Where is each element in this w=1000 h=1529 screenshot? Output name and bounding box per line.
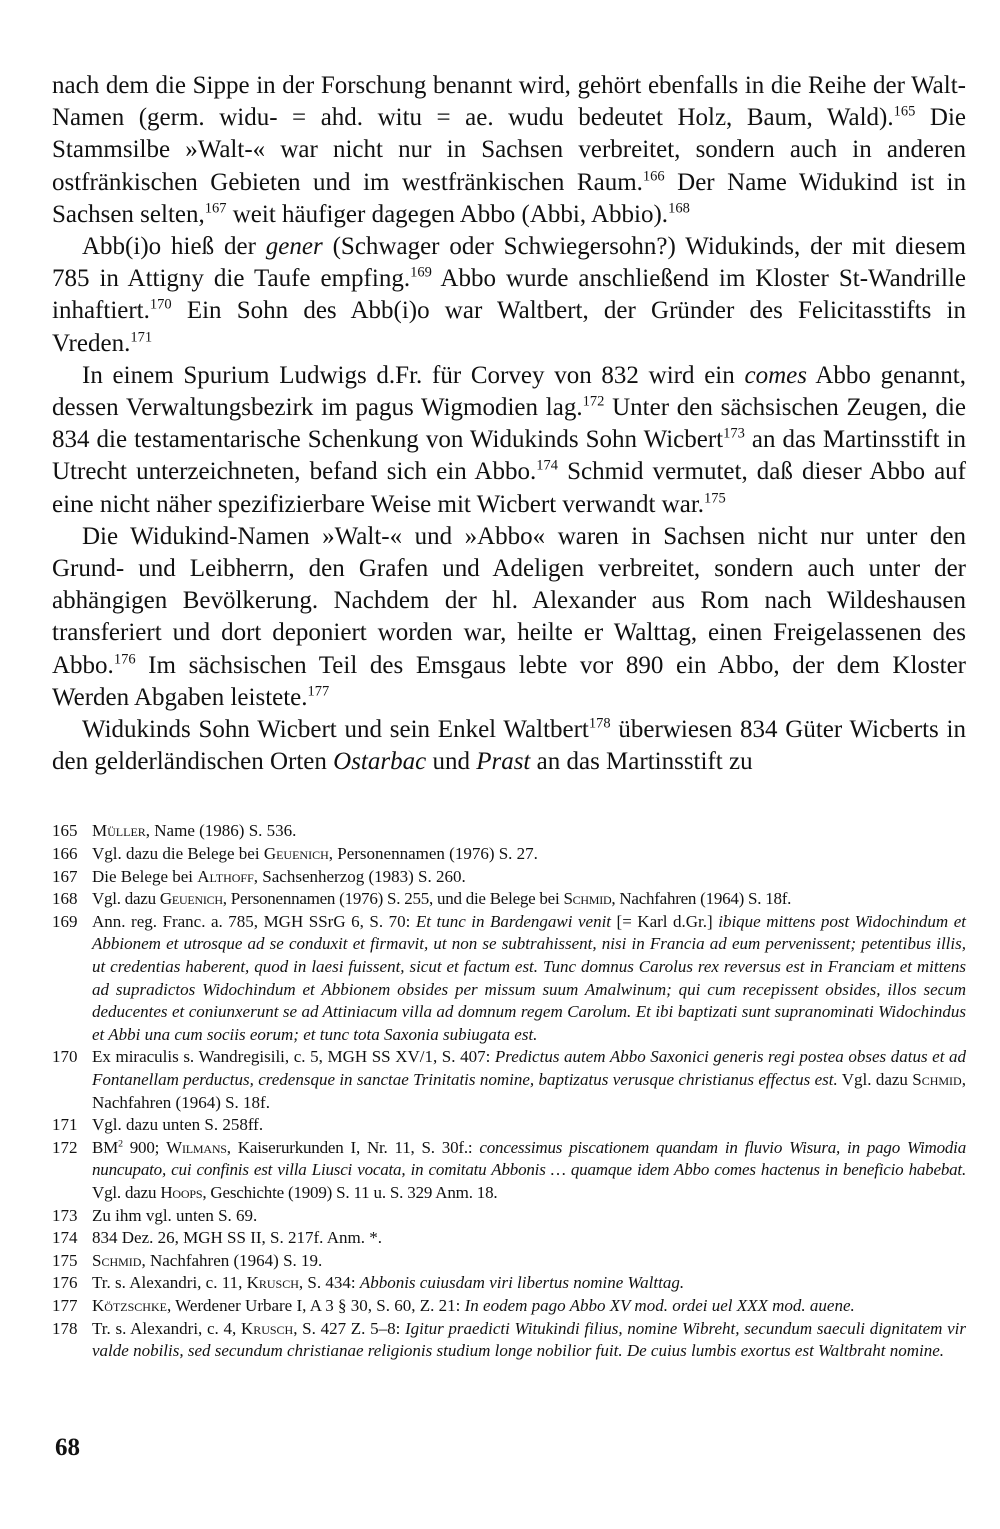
- text: Abb(i)o hieß der: [82, 233, 266, 261]
- place-name: Prast: [476, 748, 531, 776]
- author-name: Kötzschke: [92, 1295, 167, 1315]
- text: , Personennamen (1976) S. 27.: [328, 844, 538, 864]
- latin-quote: In eodem pago Abbo XV mod. ordei uel XXX mod. auene.: [464, 1295, 855, 1315]
- text: Vgl. dazu: [92, 889, 160, 909]
- paragraph-3: [52, 360, 966, 521]
- text: überwiesen 834 Güter Wicberts in den gelderländischen Orten: [52, 716, 966, 776]
- footnote-ref: 176: [113, 651, 136, 668]
- footnote-176: [52, 1272, 966, 1295]
- author-name: Wilmans: [166, 1137, 227, 1157]
- text: Widukinds Sohn Wicbert und sein Enkel Waltbert: [82, 716, 589, 744]
- text: an das Martinsstift in Utrecht unterzeichneten, befand sich ein Abbo.: [52, 426, 967, 486]
- footnote-number: 165: [52, 821, 78, 841]
- text: Ann. reg. Franc. a. 785, MGH SSrG 6, S. 70:: [92, 911, 416, 931]
- text: , Werdener Urbare I, A 3 § 30, S. 60, Z. 21:: [166, 1295, 465, 1315]
- text: Vgl. dazu die Belege bei: [92, 844, 264, 864]
- text: Schmid vermutet, daß dieser Abbo auf eine nicht näher spezifizierbare Weise mit Wicbert verwandt war.: [52, 458, 966, 518]
- footnote-ref: 171: [130, 329, 153, 346]
- paragraph-5: [52, 714, 966, 778]
- footnote-ref: 172: [582, 393, 605, 410]
- place-name: Ostarbac: [333, 748, 427, 776]
- text: Die Stammsilbe »Walt-« war nicht nur in Sachsen verbreitet, sondern auch in anderen ostfränkischen Gebieten und im westfränkischen Raum.: [52, 104, 966, 196]
- author-name: Schmid: [563, 889, 612, 909]
- footnote-167: [52, 866, 966, 889]
- author-name: Krusch: [246, 1273, 299, 1293]
- latin-quote: ibique mittens post Widochindum et Abbionem et utrosque ad se conduxit et firmavit, ut non se subtrahissent, nisi in Francia ad eum pervenissent; petentibus illis, ut credentias haberent, quod in laesi fuissent, sicut et factum est. Tunc domnus Carolus rex reversus est in Franciam et mittens ad supradictos Widochindum et Abbionem obsides per missum suum Amalwinum; qui cum recepissent obsides, illos secum deducentes et coniunxerunt se ad Attiniacum villa ad domnum regem Carolum. Et ibi baptizati sunt supranominati Widochindus et Abbi una cum sociis eorum; et tunc tota Saxonia subiugata est.: [92, 911, 966, 1044]
- text: und: [426, 748, 477, 776]
- footnote-ref: 167: [204, 200, 227, 217]
- footnote-number: 169: [52, 911, 78, 931]
- author-name: Schmid: [912, 1070, 962, 1089]
- footnote-173: [52, 1205, 966, 1228]
- author-name: Krusch: [240, 1318, 294, 1338]
- latin-quote: Igitur praedicti Witukindi filius, nomine Wibreht, secundum saeculi dignitatem vir valde nobilis, sed secundum christianae religionis studium longe nobilior fuit. De cuius lumbis exortus est Waltbraht nomine.: [92, 1318, 967, 1361]
- text: Zu ihm vgl. unten S. 69.: [92, 1205, 258, 1225]
- text: , S. 427 Z. 5–8:: [293, 1318, 406, 1338]
- text: Tr. s. Alexandri, c. 4,: [92, 1318, 241, 1338]
- footnote-ref: 173: [723, 425, 745, 442]
- text: Vgl. dazu: [837, 1070, 913, 1089]
- author-name: Althoff: [197, 866, 254, 886]
- footnote-number: 177: [52, 1295, 78, 1315]
- footnote-177: [52, 1295, 966, 1318]
- text: an das Martinsstift zu: [530, 748, 753, 776]
- footnote-number: 176: [52, 1273, 78, 1293]
- footnote-number: 166: [52, 844, 78, 864]
- italic-term: comes: [744, 361, 807, 389]
- text: BM: [92, 1137, 119, 1157]
- footnote-ref: 175: [704, 490, 726, 507]
- footnote-number: 168: [52, 889, 78, 909]
- author-name: Hoops: [160, 1182, 203, 1202]
- text: , Nachfahren (1964) S. 19.: [141, 1250, 323, 1270]
- text: Abbo wurde anschließend im Kloster St-Wandrille inhaftiert.: [52, 265, 966, 325]
- main-text: [52, 70, 966, 778]
- footnote-174: [52, 1227, 966, 1250]
- text: , S. 434:: [298, 1273, 360, 1293]
- footnote-number: 167: [52, 866, 78, 886]
- author-name: Geuenich: [159, 889, 223, 909]
- footnote-ref: 168: [668, 200, 690, 217]
- footnote-ref: 178: [588, 715, 611, 732]
- footnote-number: 174: [52, 1228, 78, 1248]
- text: 900;: [122, 1137, 167, 1157]
- text: Der Name Widukind ist in Sachsen selten,: [52, 168, 966, 228]
- text: , Name (1986) S. 536.: [145, 821, 297, 841]
- text: , Nachfahren (1964) S. 18f.: [92, 1070, 966, 1112]
- footnote-171: [52, 1114, 966, 1137]
- text: Die Widukind-Namen »Walt-« und »Abbo« waren in Sachsen nicht nur unter den Grund- und Leibherrn, den Grafen und Adeligen verbreitet, sondern auch unter der abhängigen Bevölkerung. Nachdem der hl. Alexander aus Rom nach Wildeshausen transferiert und dort deponiert worden war, heilte er Walttag, einen Freigelassenen des Abbo.: [52, 522, 966, 679]
- text: , Kaiserurkunden I, Nr. 11, S. 30f.:: [226, 1137, 480, 1157]
- footnote-ref: 170: [149, 297, 172, 314]
- text: Die Belege bei: [92, 866, 198, 886]
- latin-quote: concessimus piscationem quandam in fluvio Wisura, in pago Wimodia nuncupato, cui confinis est villa Liusci vocata, in comitatu Abbonis … quamque idem Abbo comes hactenus in beneficio habebat.: [92, 1137, 967, 1180]
- text: Vgl. dazu unten S. 258ff.: [92, 1115, 264, 1135]
- footnote-ref: 169: [410, 264, 432, 281]
- author-name: Geuenich: [263, 844, 329, 864]
- text: Unter den sächsischen Zeugen, die 834 die testamentarische Schenkung von Widukinds Sohn Wicbert: [52, 394, 966, 454]
- text: [= Karl d.Gr.]: [611, 911, 719, 931]
- footnote-170: [52, 1046, 966, 1114]
- text: Ex miraculis s. Wandregisili, c. 5, MGH SS XV/1, S. 407:: [92, 1047, 495, 1067]
- text: Ein Sohn des Abb(i)o war Waltbert, der Gründer des Felicitasstifts in Vreden.: [52, 297, 966, 357]
- text: weit häufiger dagegen Abbo (Abbi, Abbio).: [226, 200, 669, 228]
- latin-quote: Abbonis cuiusdam viri libertus nomine Walttag.: [359, 1273, 685, 1293]
- author-name: Schmid: [92, 1250, 142, 1270]
- author-name: Müller: [92, 821, 146, 841]
- latin-quote: Et tunc in Bardengawi venit: [415, 911, 612, 931]
- footnote-175: [52, 1250, 966, 1273]
- footnote-number: 175: [52, 1250, 78, 1270]
- footnote-number: 173: [52, 1205, 78, 1225]
- footnotes: [52, 820, 966, 1362]
- text: Im sächsischen Teil des Emsgaus lebte vor 890 ein Abbo, der dem Kloster Werden Abgaben leistete.: [52, 651, 966, 711]
- superscript: 2: [118, 1138, 123, 1150]
- text: Abbo genannt, dessen Verwaltungsbezirk im pagus Wigmodien lag.: [52, 361, 966, 422]
- latin-quote: Predictus autem Abbo Saxonici generis regi postea obses datus et ad Fontanellam perductus, credensque in sanctae Trinitatis nomine, baptizatus verusque christianus effectus est.: [92, 1047, 966, 1089]
- page-number: 68: [55, 1434, 80, 1461]
- text: , Nachfahren (1964) S. 18f.: [611, 889, 792, 909]
- paragraph-2: [52, 231, 966, 360]
- footnote-ref: 174: [536, 458, 558, 475]
- footnote-number: 170: [52, 1047, 78, 1067]
- text: Vgl. dazu: [92, 1182, 161, 1202]
- footnote-178: [52, 1318, 966, 1363]
- footnote-ref: 177: [307, 683, 330, 700]
- page: [52, 70, 966, 1363]
- text: , Personennamen (1976) S. 255, und die Belege bei: [222, 889, 564, 909]
- footnote-ref: 166: [642, 168, 665, 185]
- italic-term: gener: [265, 233, 323, 261]
- footnote-number: 178: [52, 1318, 78, 1338]
- footnote-ref: 165: [893, 103, 916, 120]
- paragraph-4: [52, 521, 966, 714]
- text: Tr. s. Alexandri, c. 11,: [92, 1273, 247, 1293]
- footnote-169: [52, 911, 966, 1047]
- footnote-172: [52, 1137, 966, 1205]
- footnote-166: [52, 843, 966, 866]
- text: nach dem die Sippe in der Forschung benannt wird, gehört ebenfalls in die Reihe der Walt-Namen (germ. widu- = ahd. witu = ae. wudu bedeutet Holz, Baum, Wald).: [52, 72, 966, 132]
- text: In einem Spurium Ludwigs d.Fr. für Corvey von 832 wird ein: [82, 361, 745, 389]
- footnote-168: [52, 888, 966, 911]
- footnote-number: 171: [52, 1115, 78, 1135]
- footnote-number: 172: [52, 1137, 78, 1157]
- text: , Sachsenherzog (1983) S. 260.: [253, 866, 466, 886]
- text: , Geschichte (1909) S. 11 u. S. 329 Anm. 18.: [202, 1182, 498, 1202]
- paragraph-1: [52, 70, 966, 231]
- footnote-165: [52, 820, 966, 843]
- text: (Schwager oder Schwiegersohn?) Widukinds, der mit diesem 785 in Attigny die Taufe empfing.: [52, 233, 966, 293]
- text: 834 Dez. 26, MGH SS II, S. 217f. Anm. *.: [92, 1228, 382, 1248]
